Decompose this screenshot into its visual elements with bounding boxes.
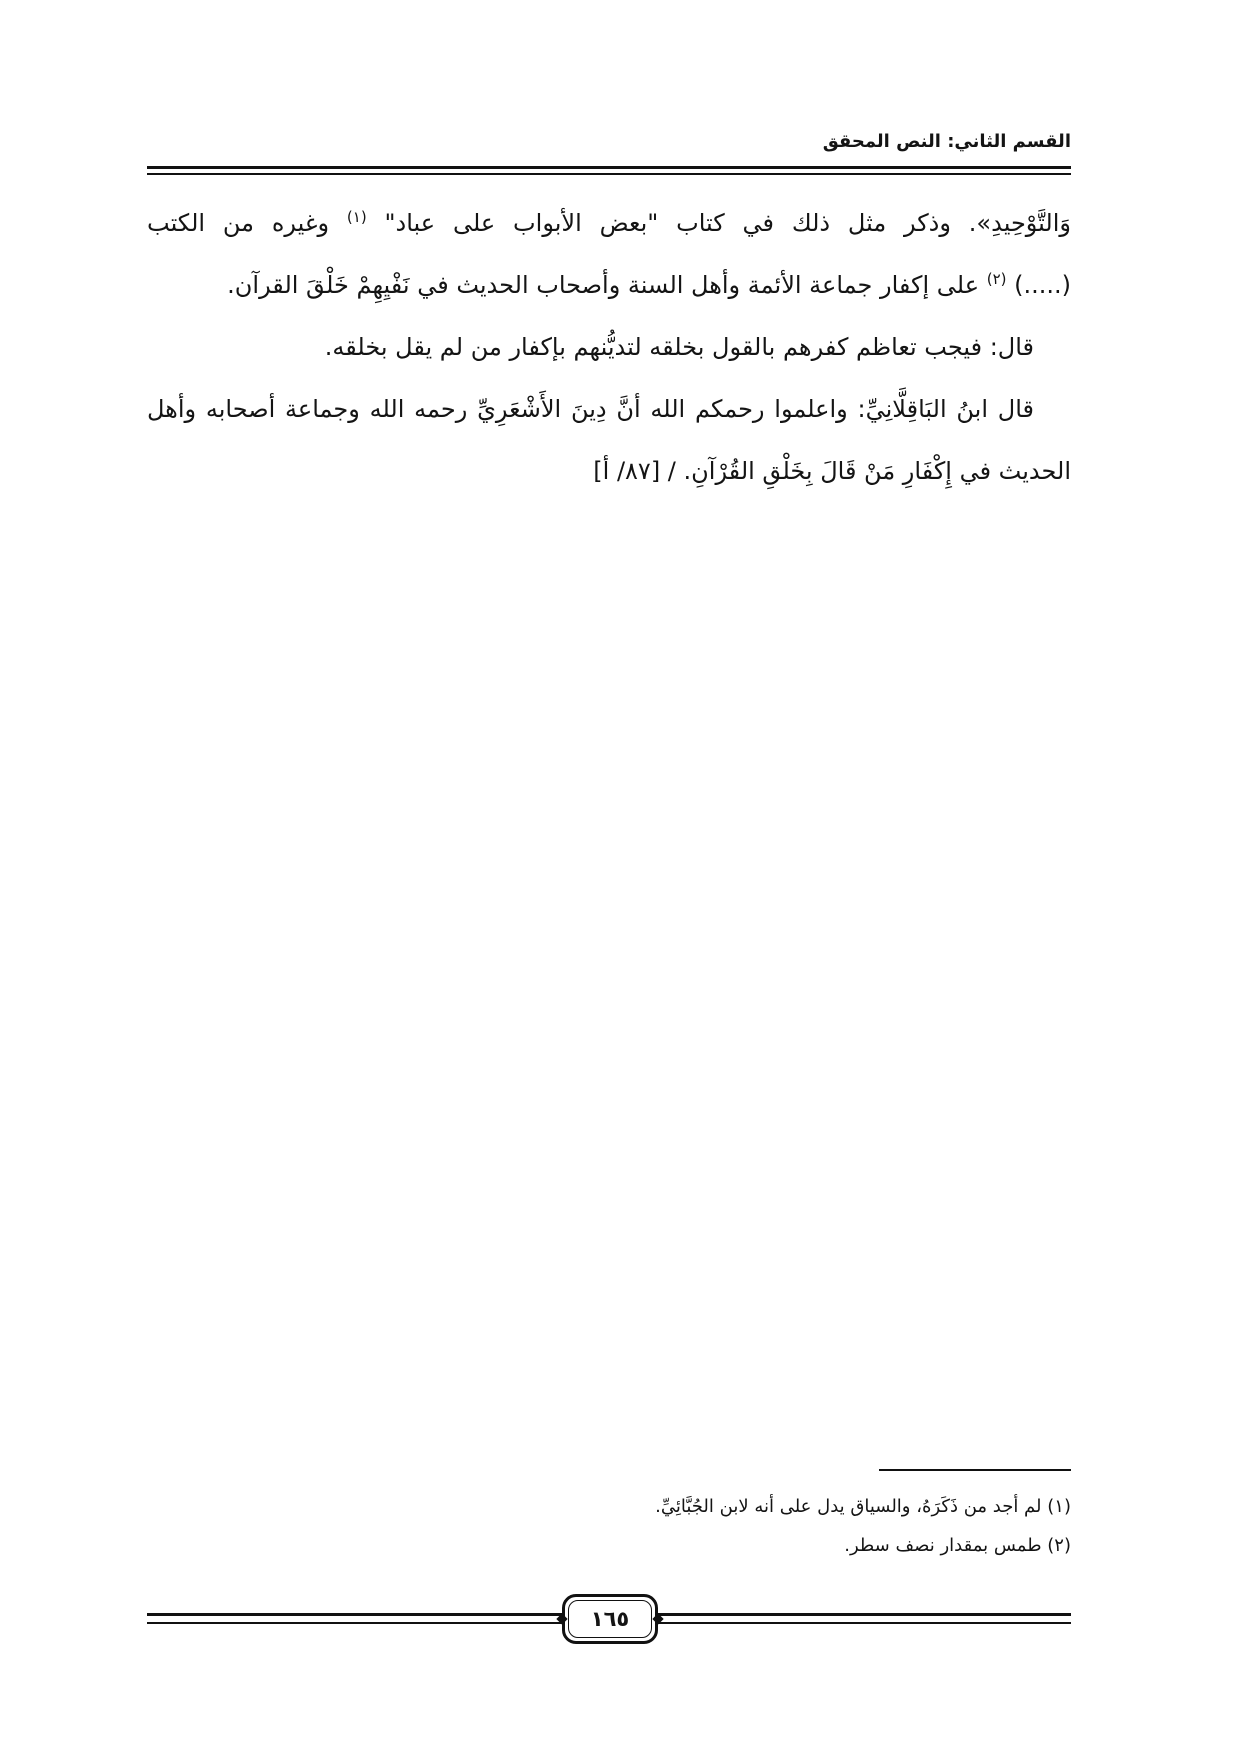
footnote-number: (١)	[1047, 1496, 1071, 1517]
page-number-frame	[562, 1594, 658, 1644]
footnote-text: لم أجد من ذَكَرَهُ، والسياق يدل على أنه لابن الجُبَّائِيِّ.	[655, 1496, 1042, 1517]
footnote-ref: (١)	[346, 208, 367, 226]
text-line	[147, 192, 1071, 254]
header-rule-thick	[147, 166, 1071, 169]
main-text	[147, 192, 1071, 502]
running-header: القسم الثاني: النص المحقق	[822, 131, 1071, 152]
footnote	[147, 1487, 1071, 1526]
text-segment: وَالتَّوْحِيدِ». وذكر مثل ذلك في كتاب "بعض الأبواب على عباد"	[384, 209, 1071, 237]
text-segment: على إكفار جماعة الأئمة وأهل السنة وأصحاب الحديث في نَفْيِهِمْ خَلْقَ القرآن.	[227, 271, 980, 299]
page-number: ١٦٥	[590, 1607, 630, 1631]
text-line: الحديث في إِكْفَارِ مَنْ قَالَ بِخَلْقِ القُرْآنِ. / [٨٧/ أ]	[593, 457, 1071, 485]
text-line: قال: فيجب تعاظم كفرهم بالقول بخلقه لتديُّنهم بإكفار من لم يقل بخلقه.	[324, 333, 1034, 361]
footnote-ref: (٢)	[986, 270, 1007, 288]
footnote-number: (٢)	[1047, 1535, 1071, 1556]
header-rule-thin	[147, 173, 1071, 175]
footnotes	[147, 1487, 1071, 1565]
text-line	[147, 254, 1071, 316]
footnote	[147, 1526, 1071, 1565]
page-number-inner-frame	[568, 1600, 652, 1638]
text-segment: وغيره من الكتب	[147, 209, 330, 237]
text-line: قال ابنُ البَاقِلَّانِيِّ: واعلموا رحمكم الله أنَّ دِينَ الأَشْعَرِيِّ رحمه الله وجماعة أصحابه وأهل	[147, 395, 1034, 423]
footnote-text: طمس بمقدار نصف سطر.	[844, 1535, 1042, 1556]
text-segment: (.....)	[1014, 271, 1071, 299]
footnote-separator	[879, 1469, 1071, 1471]
